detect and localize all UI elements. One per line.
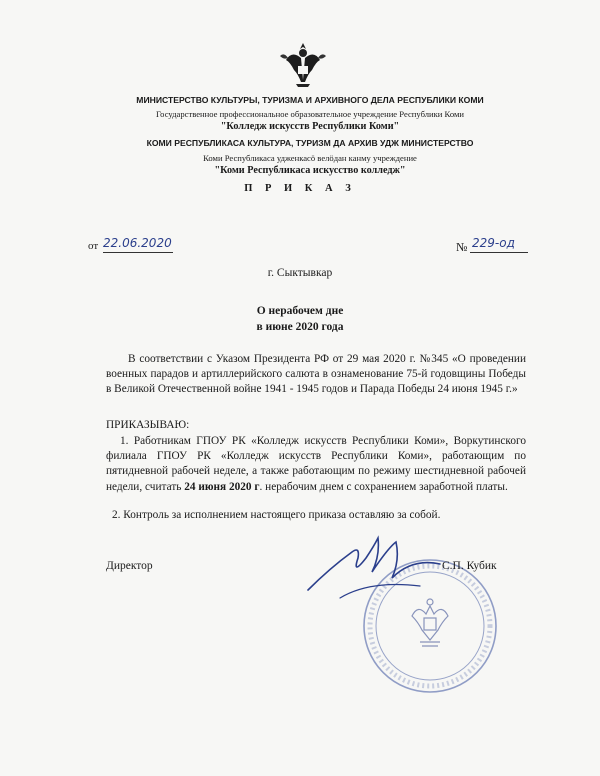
order-item-2: 2. Контроль за исполнением настоящего приказа оставляю за собой. xyxy=(112,509,441,521)
document-title: П Р И К А З xyxy=(244,183,356,194)
order-item-1 xyxy=(106,434,526,495)
institution-name: "Колледж искусств Республики Коми" xyxy=(220,121,400,132)
institution-type-komi: Коми Республикаса удженкасӧ велӧдан канму учреждение xyxy=(203,153,417,163)
order-item-1-start: 1. Работникам ГПОУ РК «Колледж искусств Республики Коми», Воркутинского филиала ГПОУ РК «Колледж искусств Республики Коми», работающим по пятидневной рабочей неделе, а также работающим по режиму шестидневной рабочей недели, считать xyxy=(106,435,526,493)
date-underline xyxy=(103,252,173,253)
komi-emblem-icon xyxy=(276,40,330,88)
ministry-name-komi: КОМИ РЕСПУБЛИКАСА КУЛЬТУРА, ТУРИЗМ ДА АРХИВ УДЖ МИНИСТЕРСТВО xyxy=(146,138,474,148)
number-handwritten: 229-од xyxy=(472,236,515,250)
ministry-name: МИНИСТЕРСТВО КУЛЬТУРЫ, ТУРИЗМА И АРХИВНОГО ДЕЛА РЕСПУБЛИКИ КОМИ xyxy=(136,95,484,105)
order-word: ПРИКАЗЫВАЮ: xyxy=(106,419,190,431)
director-position: Директор xyxy=(106,560,153,572)
order-item-1-end: . нерабочим днем с сохранением заработной платы. xyxy=(259,480,508,493)
number-underline xyxy=(470,252,528,253)
director-name: С.П. Кубик xyxy=(442,560,497,572)
city: г. Сыктывкар xyxy=(267,267,333,279)
subject-line-1: О нерабочем дне xyxy=(256,305,344,317)
institution-type: Государственное профессиональное образовательное учреждение Республики Коми xyxy=(155,109,465,119)
preamble-paragraph: В соответствии с Указом Президента РФ от 29 мая 2020 г. №345 «О проведении военных парадов и артиллерийского салюта в ознаменование 75-й годовщины Победы в Великой Отечественной войне 1941 - 1945 годов и Парада Победы 24 июня 1945 г.» xyxy=(106,353,526,396)
director-signature xyxy=(300,528,450,608)
number-prefix: № xyxy=(456,240,468,254)
institution-name-komi: "Коми Республикаса искусство колледж" xyxy=(214,165,406,176)
date-prefix: от xyxy=(88,240,99,252)
order-item-1-date: 24 июня 2020 г xyxy=(184,480,260,493)
subject-line-2: в июне 2020 года xyxy=(256,321,344,333)
date-handwritten: 22.06.2020 xyxy=(103,236,172,250)
